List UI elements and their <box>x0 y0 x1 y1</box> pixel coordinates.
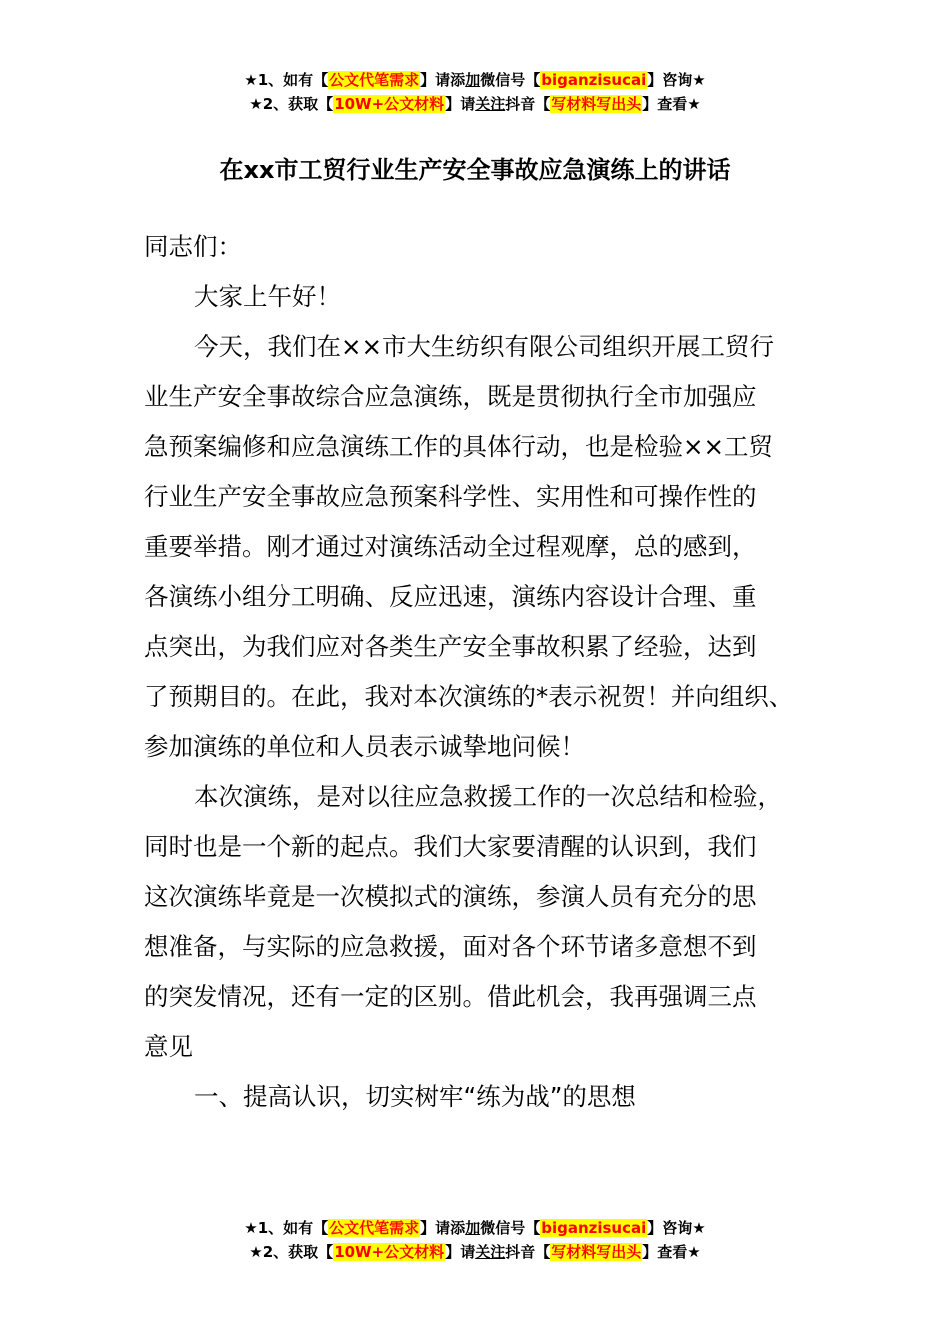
body-line: 参加演练的单位和人员表示诚挚地问候！ <box>144 732 585 761</box>
body-line: 意见 <box>144 1032 193 1061</box>
highlight-douyin-account: 写材料写出头 <box>551 95 642 113</box>
body-line: 重要举措。刚才通过对演练活动全过程观摩，总的感到， <box>144 532 757 561</box>
banner-line-1: ★1、如有【公文代笔需求】请添加微信号【biganzisucai】咨询★ <box>244 1219 706 1237</box>
section-heading: 一、提高认识，切实树牢“练为战”的思想 <box>194 1082 636 1111</box>
banner-line-2: ★2、获取【10W+公文材料】请关注抖音【写材料写出头】查看★ <box>249 95 701 113</box>
body-line: 急预案编修和应急演练工作的具体行动，也是检验××工贸 <box>144 432 774 461</box>
body-line: 的突发情况，还有一定的区别。借此机会，我再强调三点 <box>144 982 757 1011</box>
body-line: 了预期目的。在此，我对本次演练的*表示祝贺！并向组织、 <box>144 682 794 711</box>
body-line: 各演练小组分工明确、反应迅速，演练内容设计合理、重 <box>144 582 757 611</box>
highlight-wechat-id: biganzisucai <box>541 1219 647 1237</box>
body-line: 业生产安全事故综合应急演练，既是贯彻执行全市加强应 <box>144 382 757 411</box>
body-line: 点突出，为我们应对各类生产安全事故积累了经验，达到 <box>144 632 757 661</box>
banner-line-1: ★1、如有【公文代笔需求】请添加微信号【biganzisucai】咨询★ <box>244 71 706 89</box>
highlight-wechat-id: biganzisucai <box>541 71 647 89</box>
highlight-materials: 10W+公文材料 <box>334 95 445 113</box>
body-line: 想准备，与实际的应急救援，面对各个环节诸多意想不到 <box>144 932 757 961</box>
body-line: 同时也是一个新的起点。我们大家要清醒的认识到，我们 <box>144 832 757 861</box>
salutation: 同志们： <box>144 232 242 261</box>
header-banner <box>0 68 950 116</box>
highlight-service: 公文代笔需求 <box>329 71 420 89</box>
body-line: 这次演练毕竟是一次模拟式的演练，参演人员有充分的思 <box>144 882 757 911</box>
banner-line-2: ★2、获取【10W+公文材料】请关注抖音【写材料写出头】查看★ <box>249 1243 701 1261</box>
highlight-service: 公文代笔需求 <box>329 1219 420 1237</box>
highlight-douyin-account: 写材料写出头 <box>551 1243 642 1261</box>
body-line: 今天，我们在××市大生纺织有限公司组织开展工贸行 <box>194 332 775 361</box>
body-line: 行业生产安全事故应急预案科学性、实用性和可操作性的 <box>144 482 757 511</box>
document-body <box>144 222 814 1122</box>
greeting: 大家上午好！ <box>194 282 341 311</box>
body-line: 本次演练，是对以往应急救援工作的一次总结和检验， <box>194 782 782 811</box>
highlight-materials: 10W+公文材料 <box>334 1243 445 1261</box>
document-title: 在xx市工贸行业生产安全事故应急演练上的讲话 <box>219 156 731 184</box>
footer-banner <box>0 1216 950 1264</box>
